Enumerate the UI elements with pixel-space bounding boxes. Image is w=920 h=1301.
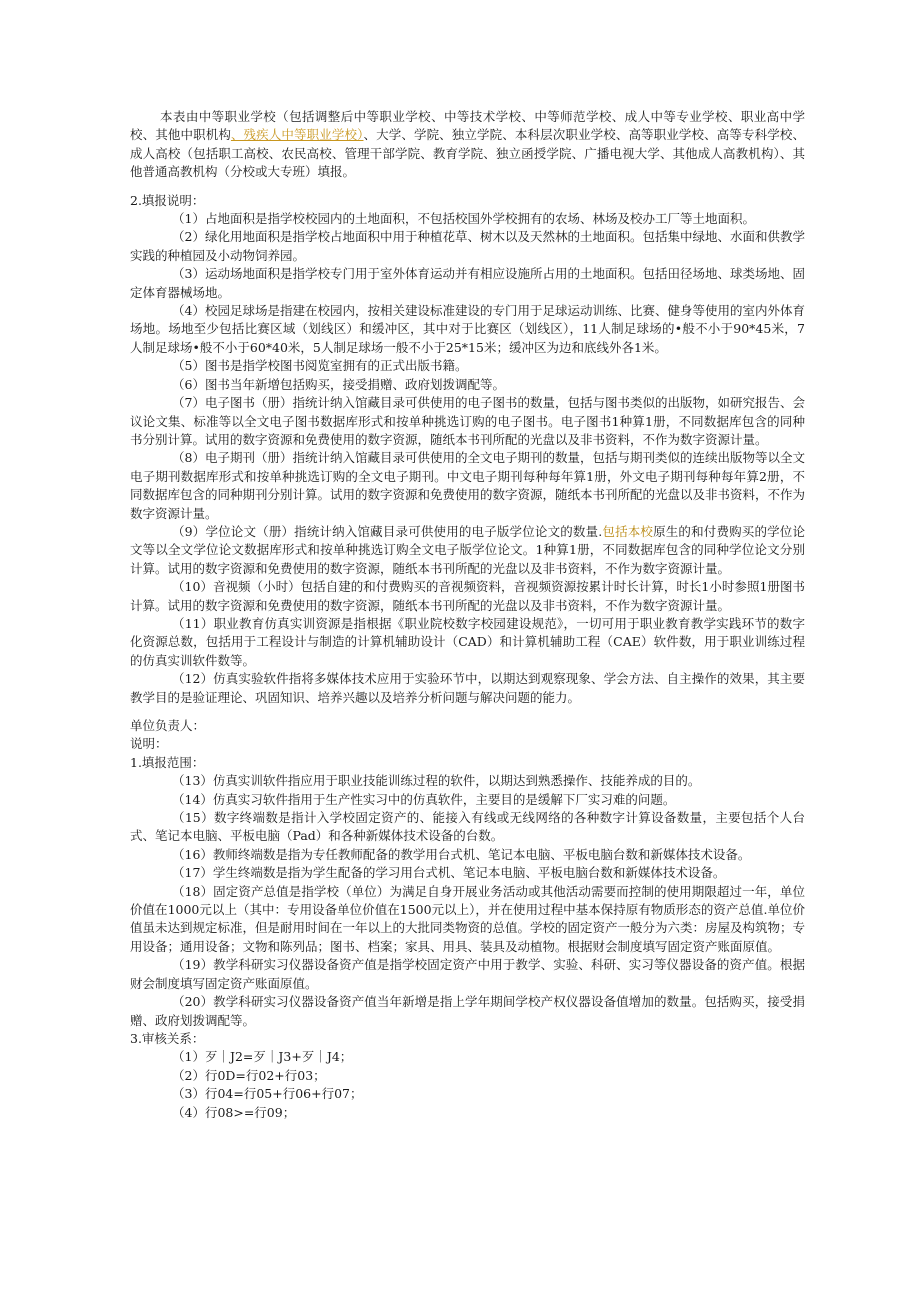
section2-item-9 — [130, 523, 805, 578]
section3-item: （3）行04=行05+行06+行07； — [172, 1086, 363, 1102]
section2-item: （7）电子图书（册）指统计纳入馆藏目录可供使用的电子图书的数量，包括与图书类似的出版物，如研究报告、会议论文集、标准等以全文电子图书数据库形式和按单种挑选订购的电子图书。电子图书1种算1册，不同数据库包含的同种书分别计算。试用的数字资源和免费使用的数字资源，随纸本书刊所配的光盘以及非书资料，不作为数字资源计量。 — [130, 395, 805, 447]
intro-text-2: 、大学、学院、独立学院、本科层次职业学校、高等职业学校、高等专科学校、成人高校（包括职工高校、农民高校、管理干部学院、教育学院、独立函授学院、广播电视大学、其他成人高教机构）、其他普通高教机构（分校或大专班）填报。 — [130, 127, 805, 180]
section3-item: （1）歹｜J2=歹｜J3+歹｜J4； — [172, 1049, 353, 1065]
section3-item: （2）行0D=行02+行03； — [172, 1067, 326, 1083]
intro-highlight: 、残疾人中等职业学校） — [230, 127, 364, 143]
section1-item: （20）教学科研实习仪器设备资产值当年新增是指上学年期间学校产权仪器设备值增加的数量。包括购买，接受捐赠、政府划拨调配等。 — [130, 994, 805, 1028]
section1-item: （16）教师终端数是指为专任教师配备的教学用台式机、笔记本电脑、平板电脑台数和新媒体技术设备。 — [172, 846, 751, 862]
section2-heading: 2.填报说明： — [130, 192, 205, 208]
section2-item: （3）运动场地面积是指学校专门用于室外体育运动并有相应设施所占用的土地面积。包括田径场地、球类场地、固定体育器械场地。 — [130, 266, 805, 300]
unit-head-label: 单位负责人： — [130, 718, 206, 733]
section1-item: （17）学生终端数是指为学生配备的学习用台式机、笔记本电脑、平板电脑台数和新媒体技术设备。 — [172, 865, 726, 881]
section1-item: （13）仿真实训软件指应用于职业技能训练过程的软件，以期达到熟悉操作、技能养成的目的。 — [172, 773, 701, 789]
section1-item: （15）数字终端数是指计入学校固定资产的、能接入有线或无线网络的各种数字计算设备数量，主要包括个人台式、笔记本电脑、平板电脑（Pad）和各种新媒体技术设备的台数。 — [130, 810, 805, 844]
note-label: 说明： — [130, 736, 168, 752]
document-body — [130, 108, 805, 1122]
section1-item: （18）固定资产总值是指学校（单位）为满足自身开展业务活动或其他活动需要而控制的使用期限超过一年，单位价值在1000元以上（其中：专用设备单位价值在1500元以上），并在使用过程中基本保持原有物质形态的资产总值.单位价值虽未达到规定标准，但是耐用时间在一年以上的大批同类物资的总值。学校的固定资产一般分为六类：房屋及构筑物；专用设备；通用设备；文物和陈列品；图书、档案；家具、用具、装具及动植物。根据财会制度填写固定资产账面原值。 — [130, 883, 806, 954]
section2-item: （12）仿真实验软件指将多媒体技术应用于实验环节中，以期达到观察现象、学会方法、自主操作的效果，其主要教学目的是验证理论、巩固知识、培养兴趣以及培养分析问题与解决问题的能力。 — [130, 671, 805, 705]
section3-item: （4）行08>=行09； — [172, 1104, 296, 1120]
section2-item: （10）音视频（小时）包括自建的和付费购买的音视频资料，音视频资源按累计时长计算，时长1小时参照1册图书计算。试用的数字资源和免费使用的数字资源，随纸本书刊所配的光盘以及非书资料，不作为数字资源计量。 — [130, 579, 805, 613]
section2-item: （4）校园足球场是指建在校园内，按相关建设标准建设的专门用于足球运动训练、比赛、健身等使用的室内外体育场地。场地至少包括比赛区域（划线区）和缓冲区，其中对于比赛区（划线区），11人制足球场的•般不小于90*45米，7人制足球场•般不小于60*40米，5人制足球场一般不小于25*15米；缓冲区为边和底线外各1米。 — [130, 303, 805, 355]
item9-text-2: 原生的和付费购买的学位论文等以全文学位论文数据库形式和按单种挑选订购全文电子版学位论文。1种算1册，不同数据库包含的同种学位论文分别计算。试用的数字资源和免费使用的数字资源，随纸本书刊所配的光盘以及非书资料，不作为数字资源计量。 — [130, 523, 805, 576]
intro-paragraph — [130, 108, 805, 182]
section2-item: （1）占地面积是指学校校园内的土地面积，不包括校国外学校拥有的农场、林场及校办工厂等土地面积。 — [172, 211, 755, 227]
section1-item: （14）仿真实习软件指用于生产性实习中的仿真软件，主要目的是缓解下厂实习难的问题。 — [172, 791, 676, 807]
section3-heading: 3.审核关系： — [130, 1030, 205, 1046]
section2-item: （11）职业教育仿真实训资源是指根据《职业院校数字校园建设规范》，一切可用于职业教育教学实践环节的数字化资源总数，包括用于工程设计与制造的计算机辅助设计（CAD）和计算机辅助工程（CAE）软件数，用于职业训练过程的仿真实训软件数等。 — [130, 615, 805, 668]
section2-item: （2）绿化用地面积是指学校占地面积中用于种植花草、树木以及天然林的土地面积。包括集中绿地、水面和供教学实践的种植园及小动物饲养园。 — [130, 229, 805, 263]
intro-text-1: 本表由中等职业学校（包括调整后中等职业学校、中等技术学校、中等师范学校、成人中等专业学校、职业高中学校、其他中职机构 — [130, 109, 805, 143]
section2-item: （6）图书当年新增包括购买，接受捐赠、政府划拨调配等。 — [172, 376, 505, 392]
item9-text-1: （9）学位论文（册）指统计纳入馆藏目录可供使用的电子版学位论文的数量. — [172, 523, 603, 539]
section2-item: （5）图书是指学校图书阅览室拥有的正式出版书籍。 — [172, 358, 468, 374]
section2-item: （8）电子期刊（册）指统计纳入馆藏目录可供使用的全文电子期刊的数量，包括与期刊类似的连续出版物等以全文电子期刊数据库形式和按单种挑选订购的全文电子期刊。中文电子期刊每种每年算1册，外文电子期刊每种每年算2册，不同数据库包含的同种期刊分别计算。试用的数字资源和免费使用的数字资源，随纸本书刊所配的光盘以及非书资料，不作为数字资源计量。 — [130, 450, 806, 521]
section1-heading: 1.填报范围： — [130, 754, 205, 770]
section1-item: （19）教学科研实习仪器设备资产值是指学校固定资产中用于教学、实验、科研、实习等仪器设备的资产值。根据财会制度填写固定资产账面原值。 — [130, 957, 805, 991]
item9-highlight: 包括本校 — [602, 523, 654, 539]
